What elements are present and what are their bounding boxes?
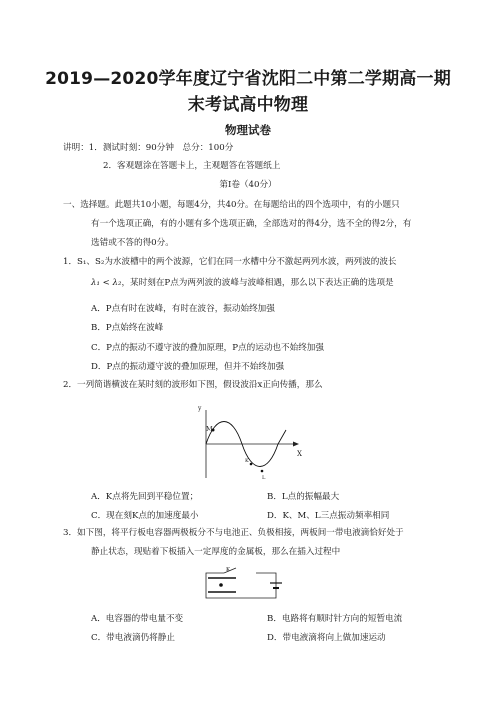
q3-stem-line1: 3．如下图，将平行板电容器两极板分不与电池正、负极相接，两板间一带电液滴恰好处于 <box>63 528 404 538</box>
section-intro-line2: 有一个选项正确，有的小题有多个选项正确，全部选对的得4分，选不全的得2分，有 <box>91 219 412 229</box>
q1-stem-line2 <box>91 278 394 289</box>
q3-circuit-wire <box>206 573 276 598</box>
q2-option-d: D．K、M、L三点振动频率相同 <box>267 511 390 521</box>
q3-stem-line2: 静止状态，现贴着下板插入一定厚度的金属板，那么在插入过程中 <box>91 547 341 557</box>
section-heading: 第Ⅰ卷（40分） <box>219 180 277 190</box>
q3-capacitor-figure <box>200 565 290 603</box>
paper-title-line2: 末考试高中物理 <box>187 95 309 115</box>
q3-droplet <box>219 583 223 587</box>
q2-label-y: y <box>198 405 202 412</box>
section-intro-line1: 一、选择题。此题共10小题，每题4分，共40分。在每题给出的四个选项中，有的小题只 <box>63 200 400 210</box>
q1-option-c: C．P点的振动不遵守波的叠加原理，P点的运动也不始终加强 <box>91 343 324 353</box>
q2-label-k: K <box>245 458 249 464</box>
instructions-line2: 2．客观题涂在答题卡上，主观题答在答题纸上 <box>103 161 281 171</box>
q3-option-a: A．电容器的带电量不变 <box>91 614 184 624</box>
q1-option-b: B．P点始终在波峰 <box>91 323 164 333</box>
q2-label-m: M <box>206 425 213 433</box>
paper-title-line1: 2019—2020学年度辽宁省沈阳二中第二学期高一期 <box>45 69 451 89</box>
paper-subtitle: 物理试卷 <box>225 123 271 137</box>
q3-option-c: C．带电液滴仍将静止 <box>91 633 175 643</box>
q1-option-a: A．P点有时在波峰，有时在波谷，振动始终加强 <box>91 304 275 314</box>
q2-label-x: X <box>297 450 302 458</box>
q3-option-b: B．电路将有顺时针方向的短暂电流 <box>267 614 403 624</box>
instructions-line1: 讲明：1．测试时刻：90分钟 总分：100分 <box>63 143 234 153</box>
q2-point-l <box>261 470 264 473</box>
q1-formula: λ₁ < λ₂ <box>91 278 122 288</box>
q2-stem-line1: 2．一列简谐横波在某时刻的波形如下图，假设波沿x正向传播，那么 <box>63 380 323 390</box>
q2-option-a: A．K点将先回到平稳位置； <box>91 492 199 502</box>
q2-x-arrow-icon <box>293 442 299 447</box>
q2-option-b: B．L点的振幅最大 <box>267 492 340 502</box>
q1-stem-line2-text: ，某时刻在P点为两列波的波峰与波峰相遇，那么以下表达正确的选项是 <box>121 278 394 288</box>
q3-label-k: K <box>226 567 231 573</box>
q1-stem-line1: 1．S₁、S₂为水波槽中的两个波源，它们在同一水槽中分不激起两列水波，两列波的波长 <box>63 257 397 267</box>
q2-point-k <box>250 463 253 466</box>
section-intro-line3: 选错或不答的得0分。 <box>91 238 174 248</box>
q2-label-l: L <box>262 475 266 481</box>
q3-option-d: D．带电液滴将向上做加速运动 <box>267 633 386 643</box>
q2-wave-figure <box>196 400 306 482</box>
q2-option-c: C．现在刻K点的加速度最小 <box>91 511 199 521</box>
q1-option-d: D．P点的振动遵守波的叠加原理，但并不始终加强 <box>91 362 285 372</box>
